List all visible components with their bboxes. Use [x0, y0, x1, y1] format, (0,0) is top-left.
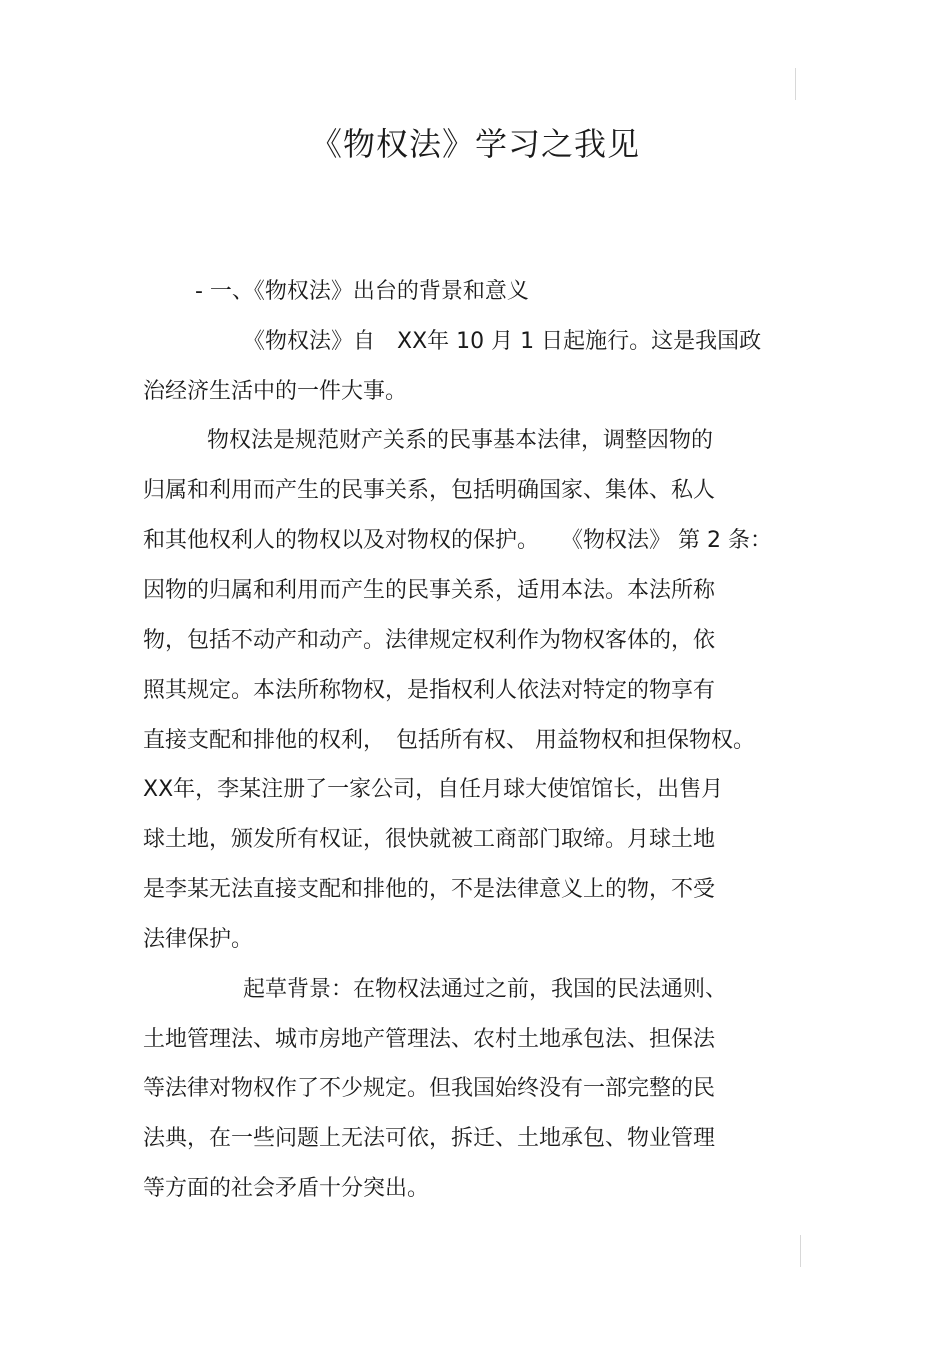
paragraph-2-line-1: 物权法是规范财产关系的民事基本法律，调整因物的: [207, 428, 714, 453]
section-heading: - 一、《物权法》出台的背景和意义: [195, 279, 529, 304]
document-title: 《物权法》学习之我见: [309, 125, 640, 163]
paragraph-3-line-4: 法典，在一些问题上无法可依，拆迁、土地承包、物业管理: [143, 1126, 716, 1151]
paragraph-3-line-1: 起草背景：在物权法通过之前，我国的民法通则、: [243, 977, 728, 1002]
paragraph-2-line-5: 物，包括不动产和动产。法律规定权利作为物权客体的，依: [143, 628, 716, 653]
paragraph-3-line-2: 土地管理法、城市房地产管理法、农村土地承包法、担保法: [143, 1027, 716, 1052]
bottom-right-margin-mark: [800, 1235, 801, 1267]
paragraph-2-line-2: 归属和利用而产生的民事关系，包括明确国家、集体、私人: [143, 478, 716, 503]
paragraph-2-line-7: 直接支配和排他的权利， 包括所有权、 用益物权和担保物权。: [143, 728, 755, 753]
paragraph-1-line-2: 治经济生活中的一件大事。: [143, 379, 408, 404]
paragraph-2-line-8: XX年，李某注册了一家公司，自任月球大使馆馆长，出售月: [143, 777, 724, 802]
paragraph-2-line-6: 照其规定。本法所称物权，是指权利人依法对特定的物享有: [143, 678, 716, 703]
paragraph-3-line-3: 等法律对物权作了不少规定。但我国始终没有一部完整的民: [143, 1076, 716, 1101]
paragraph-2-line-3: 和其他权利人的物权以及对物权的保护。 《物权法》 第 2 条：: [143, 528, 772, 553]
paragraph-2-line-10: 是李某无法直接支配和排他的，不是法律意义上的物，不受: [143, 877, 716, 902]
top-right-margin-mark: [795, 68, 796, 100]
paragraph-2-line-9: 球土地，颁发所有权证，很快就被工商部门取缔。月球土地: [143, 827, 716, 852]
paragraph-1-line-1: 《物权法》自 XX年 10 月 1 日起施行。这是我国政: [243, 329, 762, 354]
paragraph-3-line-5: 等方面的社会矛盾十分突出。: [143, 1176, 430, 1201]
paragraph-2-line-11: 法律保护。: [143, 927, 254, 952]
paragraph-2-line-4: 因物的归属和利用而产生的民事关系，适用本法。本法所称: [143, 578, 716, 603]
